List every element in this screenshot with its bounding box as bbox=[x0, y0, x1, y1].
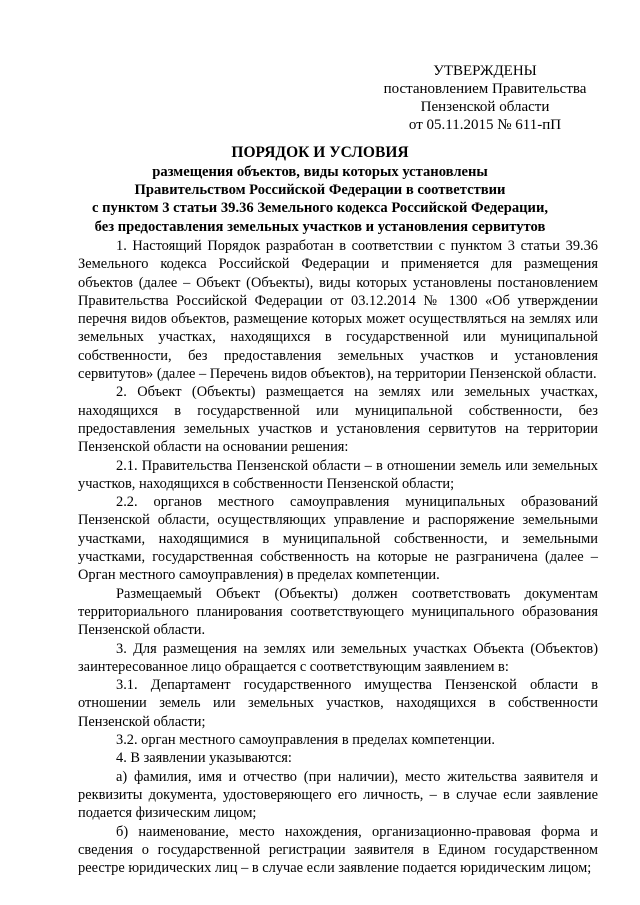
title-subline: Правительством Российской Федерации в соответствии bbox=[134, 182, 506, 199]
paragraph-1: 1. Настоящий Порядок разработан в соответствии с пунктом 3 статьи 39.36 Земельного кодекса Российской Федерации и применяется для размещения объектов (далее – Объект (Объекты), виды которых установлены постановлением Правительства Российской Федерации от 03.12.2014 № 1300 «Об утверждении перечня видов объектов, размещение которых может осуществляться на землях или земельных участках, находящихся в государственной или муниципальной собственности, без предоставления земельных участков и установления сервитутов» (далее – Перечень видов объектов), на территории Пензенской области. bbox=[78, 238, 598, 383]
title-subline: размещения объектов, виды которых установлены bbox=[152, 164, 488, 180]
title-main: ПОРЯДОК И УСЛОВИЯ bbox=[231, 144, 409, 161]
paragraph-2-note: Размещаемый Объект (Объекты) должен соответствовать документам территориального планирования соответствующего муниципального образования Пензенской области. bbox=[78, 585, 598, 639]
paragraph-3: 3. Для размещения на землях или земельных участках Объекта (Объектов) заинтересованное лицо обращается с соответствующим заявлением в: bbox=[78, 640, 598, 675]
approval-line: постановлением Правительства bbox=[383, 81, 587, 97]
paragraph-4-a: а) фамилия, имя и отчество (при наличии), место жительства заявителя и реквизиты документа, удостоверяющего его личность, – в случае если заявление подается физическим лицом; bbox=[78, 768, 598, 822]
document-body bbox=[78, 237, 598, 877]
document-title bbox=[40, 143, 600, 236]
paragraph-4-b: б) наименование, место нахождения, организационно-правовая форма и сведения о государственной регистрации заявителя в Едином государственном реестре юридических лиц – в случае если заявление подается юридическим лицом; bbox=[78, 823, 598, 877]
paragraph-2-2: 2.2. органов местного самоуправления муниципальных образований Пензенской области, осуществляющих управление и распоряжение земельными участками, находящимися в муниципальной собственности, и земельными участками, государственная собственность на которые не разграничена (далее – Орган местного самоуправления) в пределах компетенции. bbox=[78, 494, 598, 584]
paragraph-4: 4. В заявлении указываются: bbox=[116, 750, 292, 767]
approval-heading: УТВЕРЖДЕНЫ bbox=[433, 63, 537, 79]
paragraph-2-1: 2.1. Правительства Пензенской области – в отношении земель или земельных участков, находящихся в собственности Пензенской области; bbox=[78, 457, 598, 492]
title-subline: без предоставления земельных участков и установления сервитутов bbox=[94, 218, 546, 235]
paragraph-2: 2. Объект (Объекты) размещается на землях или земельных участках, находящихся в государственной или муниципальной собственности, без предоставления земельных участков и установления сервитутов на территории Пензенской области на основании решения: bbox=[78, 384, 598, 456]
title-subline: с пунктом 3 статьи 39.36 Земельного кодекса Российской Федерации, bbox=[92, 200, 548, 217]
approval-date-line: от 05.11.2015 № 611-пП bbox=[408, 117, 562, 133]
paragraph-3-2: 3.2. орган местного самоуправления в пределах компетенции. bbox=[116, 732, 495, 749]
paragraph-3-1: 3.1. Департамент государственного имущества Пензенской области в отношении земель или земельных участков, находящихся в собственности Пензенской области; bbox=[78, 677, 598, 730]
approval-block bbox=[360, 62, 610, 134]
approval-line: Пензенской области bbox=[420, 99, 550, 115]
